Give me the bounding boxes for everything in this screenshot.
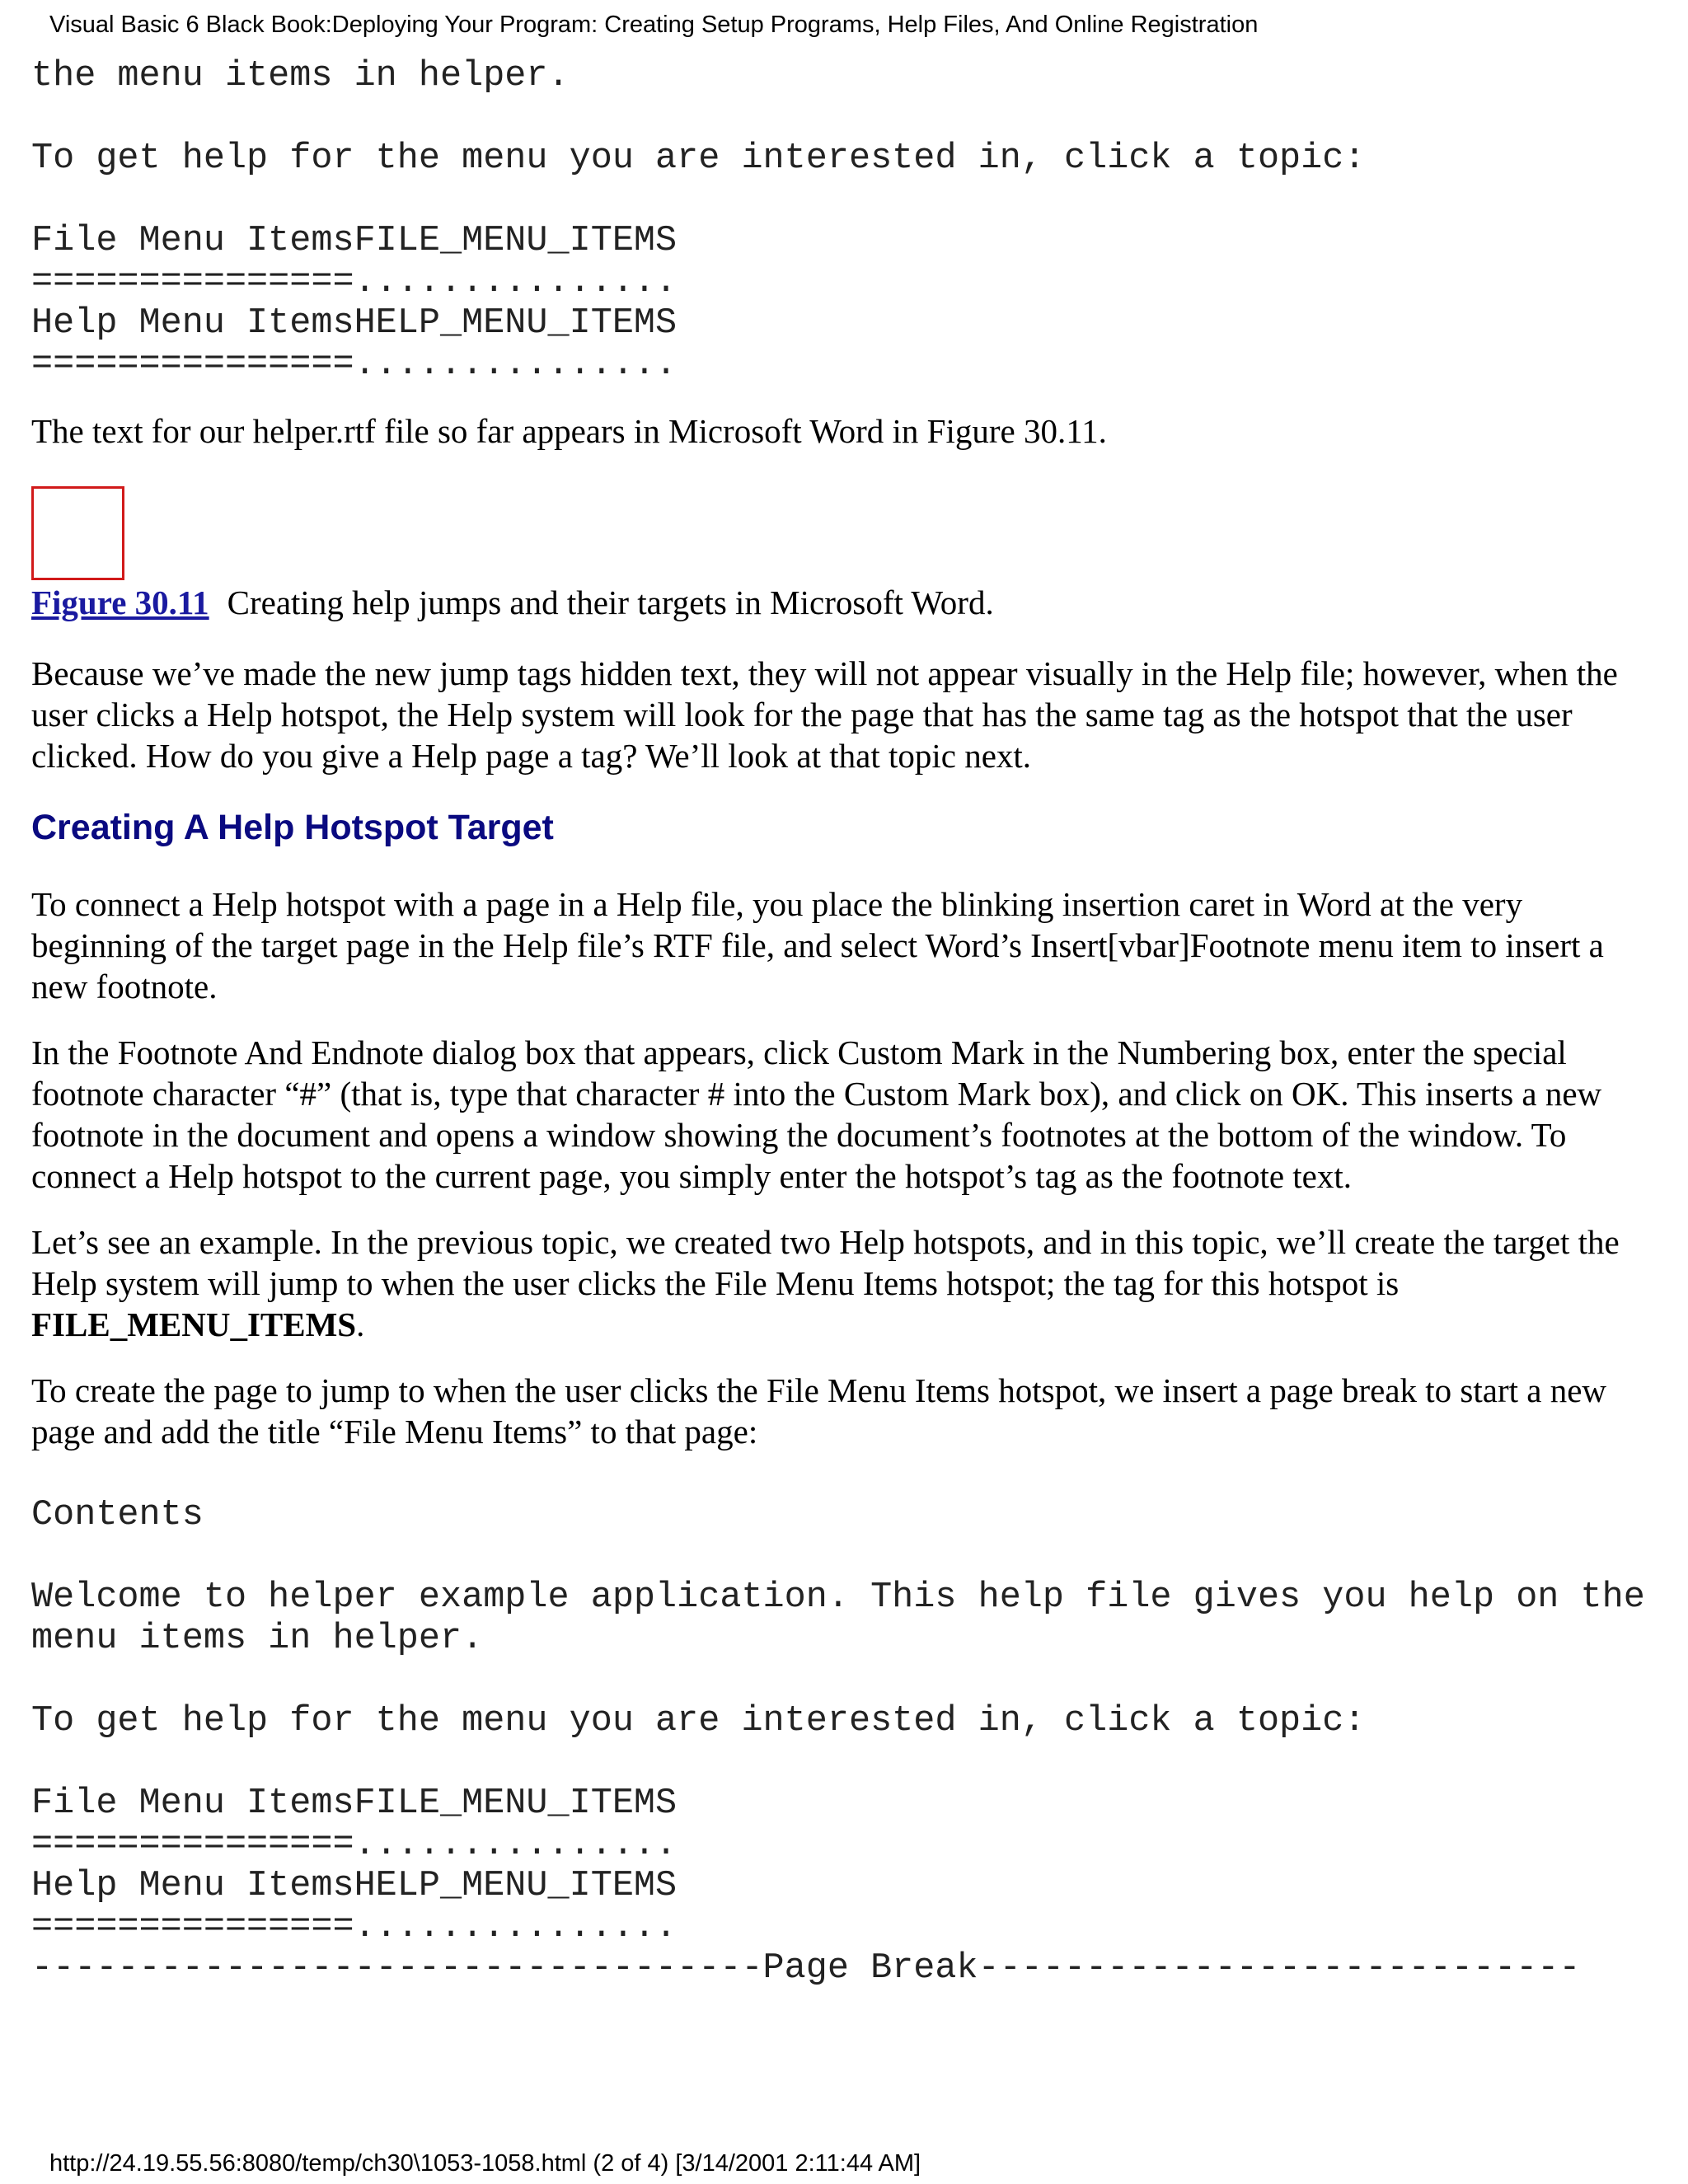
code-line: Help Menu ItemsHELP_MENU_ITEMS bbox=[31, 1866, 678, 1906]
section-heading: Creating A Help Hotspot Target bbox=[31, 808, 554, 847]
code-line: To get help for the menu you are interested in, click a topic: bbox=[31, 138, 1366, 179]
code-block-top bbox=[31, 56, 1659, 386]
page-header-title: Visual Basic 6 Black Book:Deploying Your Program: Creating Setup Programs, Help Files, And Online Registration bbox=[49, 12, 1259, 38]
figure-caption bbox=[31, 582, 1659, 623]
code-blank-line bbox=[31, 1742, 1659, 1783]
code-line: Help Menu ItemsHELP_MENU_ITEMS bbox=[31, 303, 678, 344]
figure-image-placeholder[interactable] bbox=[31, 486, 124, 580]
paragraph-footnote-dialog: In the Footnote And Endnote dialog box that appears, click Custom Mark in the Numbering box, enter the special footnote character “#” (that is, type that character # into the Custom Mark box), and click on OK. This inserts a new footnote in the document and opens a window showing the document’s footnotes at the bottom of the window. To connect a Help hotspot to the current page, you simply enter the hotspot’s tag as the footnote text. bbox=[31, 1033, 1602, 1195]
code-line: Welcome to helper example application. This help file gives you help on the bbox=[31, 1577, 1645, 1618]
code-blank-line bbox=[31, 97, 1659, 138]
code-line: To get help for the menu you are interested in, click a topic: bbox=[31, 1701, 1366, 1741]
code-blank-line bbox=[31, 180, 1659, 221]
code-line: ===============............... bbox=[31, 1907, 678, 1947]
document-body bbox=[31, 56, 1659, 1990]
hotspot-tag: FILE_MENU_ITEMS bbox=[31, 1305, 357, 1343]
code-block-bottom bbox=[31, 1495, 1659, 1990]
figure-caption-text: Creating help jumps and their targets in Microsoft Word. bbox=[227, 583, 994, 621]
figure-link[interactable]: Figure 30.11 bbox=[31, 583, 209, 621]
code-line: ===============............... bbox=[31, 344, 678, 385]
page-footer-url: http://24.19.55.56:8080/temp/ch30\1053-1058.html (2 of 4) [3/14/2001 2:11:44 AM] bbox=[49, 2150, 921, 2177]
paragraph-example bbox=[31, 1221, 1659, 1345]
paragraph-text-so-far: The text for our helper.rtf file so far appears in Microsoft Word in Figure 30.11. bbox=[31, 412, 1107, 450]
paragraph-create-page: To create the page to jump to when the user clicks the File Menu Items hotspot, we insert a page break to start a new page and add the title “File Menu Items” to that page: bbox=[31, 1371, 1607, 1451]
code-line: Contents bbox=[31, 1495, 204, 1535]
code-line: File Menu ItemsFILE_MENU_ITEMS bbox=[31, 1783, 678, 1824]
code-blank-line bbox=[31, 1660, 1659, 1701]
code-blank-line bbox=[31, 1536, 1659, 1577]
paragraph-connect-hotspot: To connect a Help hotspot with a page in a Help file, you place the blinking insertion caret in Word at the very beginning of the target page in the Help file’s RTF file, and select Word’s Insert[vbar]Footnote menu item to insert a new footnote. bbox=[31, 885, 1604, 1005]
paragraph-example-end: . bbox=[356, 1305, 365, 1343]
code-line: menu items in helper. bbox=[31, 1619, 484, 1659]
code-line: ===============............... bbox=[31, 262, 678, 302]
code-line-page-break: ----------------------------------Page Break---------------------------- bbox=[31, 1948, 1581, 1989]
code-line: ===============............... bbox=[31, 1825, 678, 1865]
code-line: File Menu ItemsFILE_MENU_ITEMS bbox=[31, 221, 678, 261]
paragraph-hidden-text: Because we’ve made the new jump tags hidden text, they will not appear visually in the Help file; however, when the user clicks a Help hotspot, the Help system will look for the page that has the same tag as the hotspot that the user clicked. How do you give a Help page a tag? We’ll look at that topic next. bbox=[31, 654, 1618, 775]
code-line: the menu items in helper. bbox=[31, 56, 570, 96]
paragraph-example-text: Let’s see an example. In the previous topic, we created two Help hotspots, and in this topic, we’ll create the target the Help system will jump to when the user clicks the File Menu Items hotspot; the tag for this hotspot is bbox=[31, 1223, 1620, 1302]
